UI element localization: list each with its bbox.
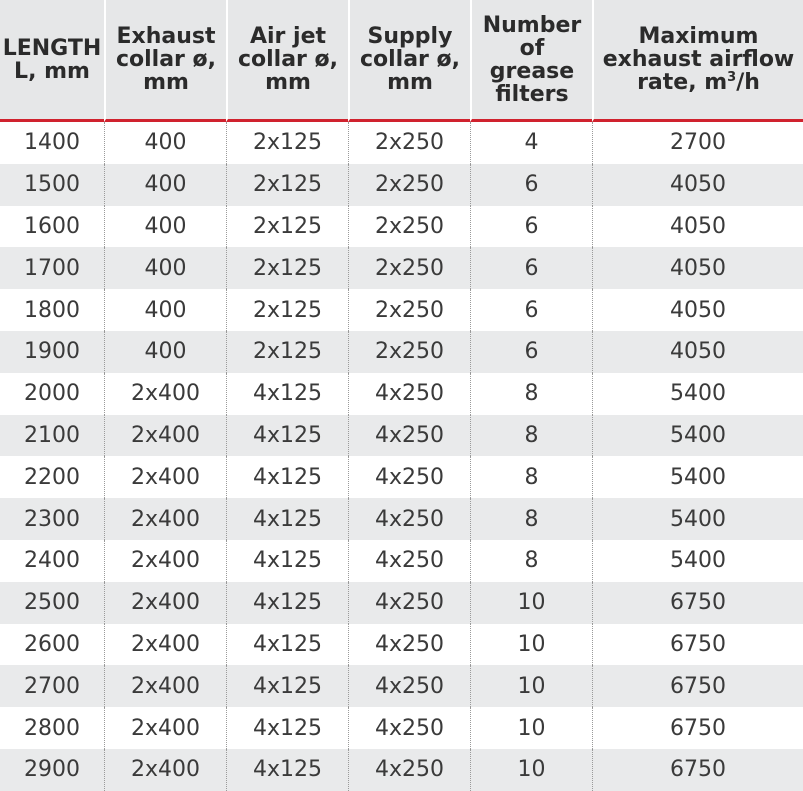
max-airflow-cell: 4050 (592, 289, 803, 331)
exhaust-collar-cell: 400 (104, 331, 226, 373)
exhaust-collar-cell: 2x400 (104, 582, 226, 624)
exhaust-collar-cell: 2x400 (104, 373, 226, 415)
supply-collar-cell: 2x250 (348, 164, 470, 206)
length-cell: 2300 (0, 498, 104, 540)
header-max-airflow-line-3 (596, 71, 801, 94)
max-airflow-cell: 5400 (592, 540, 803, 582)
header-supply-collar-line-2: collar ø, (359, 47, 461, 72)
header-air-jet-collar-line-2: collar ø, (237, 47, 339, 72)
header-max-airflow-superscript: 3 (727, 70, 737, 85)
grease-filters-cell: 10 (470, 749, 592, 791)
max-airflow-cell: 6750 (592, 665, 803, 707)
table-row (0, 206, 803, 248)
header-max-airflow (592, 0, 803, 122)
length-cell: 2500 (0, 582, 104, 624)
max-airflow-cell: 6750 (592, 624, 803, 666)
header-supply-collar (348, 0, 470, 122)
header-max-airflow-unit: rate, m (637, 70, 728, 95)
table-row (0, 456, 803, 498)
air-jet-collar-cell: 4x125 (226, 540, 348, 582)
air-jet-collar-cell: 4x125 (226, 456, 348, 498)
air-jet-collar-cell: 2x125 (226, 331, 348, 373)
exhaust-collar-cell: 2x400 (104, 707, 226, 749)
supply-collar-cell: 4x250 (348, 707, 470, 749)
air-jet-collar-cell: 2x125 (226, 247, 348, 289)
length-cell: 2200 (0, 456, 104, 498)
grease-filters-cell: 6 (470, 247, 592, 289)
header-grease-filters (470, 0, 592, 122)
grease-filters-cell: 6 (470, 331, 592, 373)
length-cell: 1800 (0, 289, 104, 331)
header-length (0, 0, 104, 122)
grease-filters-cell: 10 (470, 582, 592, 624)
grease-filters-cell: 8 (470, 540, 592, 582)
supply-collar-cell: 4x250 (348, 624, 470, 666)
header-grease-filters-line-1: Number (482, 12, 582, 38)
length-cell: 2100 (0, 415, 104, 457)
grease-filters-cell: 6 (470, 206, 592, 248)
grease-filters-cell: 8 (470, 415, 592, 457)
max-airflow-cell: 4050 (592, 247, 803, 289)
length-cell: 1600 (0, 206, 104, 248)
length-cell: 2900 (0, 749, 104, 791)
exhaust-collar-cell: 400 (104, 164, 226, 206)
table-row (0, 415, 803, 457)
header-air-jet-collar (226, 0, 348, 122)
header-exhaust-collar-line-1: Exhaust (116, 24, 216, 49)
table-row (0, 164, 803, 206)
supply-collar-cell: 4x250 (348, 665, 470, 707)
air-jet-collar-cell: 2x125 (226, 164, 348, 206)
exhaust-collar-cell: 2x400 (104, 665, 226, 707)
air-jet-collar-cell: 4x125 (226, 749, 348, 791)
max-airflow-cell: 4050 (592, 164, 803, 206)
supply-collar-cell: 4x250 (348, 373, 470, 415)
supply-collar-cell: 2x250 (348, 247, 470, 289)
length-cell: 1700 (0, 247, 104, 289)
table-row (0, 247, 803, 289)
table-row (0, 624, 803, 666)
max-airflow-cell: 5400 (592, 415, 803, 457)
air-jet-collar-cell: 2x125 (226, 206, 348, 248)
header-max-airflow-suffix: /h (736, 70, 760, 95)
table-row (0, 331, 803, 373)
table-row (0, 540, 803, 582)
air-jet-collar-cell: 4x125 (226, 665, 348, 707)
max-airflow-cell: 5400 (592, 456, 803, 498)
grease-filters-cell: 8 (470, 373, 592, 415)
length-cell: 2000 (0, 373, 104, 415)
header-length-line-1: LENGTH (2, 35, 102, 61)
max-airflow-cell: 6750 (592, 582, 803, 624)
table-row (0, 749, 803, 791)
length-cell: 1400 (0, 122, 104, 164)
grease-filters-cell: 10 (470, 624, 592, 666)
exhaust-collar-cell: 2x400 (104, 498, 226, 540)
length-cell: 1500 (0, 164, 104, 206)
supply-collar-cell: 2x250 (348, 122, 470, 164)
air-jet-collar-cell: 4x125 (226, 624, 348, 666)
air-jet-collar-cell: 4x125 (226, 415, 348, 457)
air-jet-collar-cell: 4x125 (226, 373, 348, 415)
air-jet-collar-cell: 4x125 (226, 707, 348, 749)
header-supply-collar-line-3: mm (387, 70, 433, 95)
table-row (0, 665, 803, 707)
table-row (0, 289, 803, 331)
exhaust-collar-cell: 400 (104, 289, 226, 331)
air-jet-collar-cell: 4x125 (226, 498, 348, 540)
supply-collar-cell: 2x250 (348, 331, 470, 373)
supply-collar-cell: 4x250 (348, 456, 470, 498)
header-max-airflow-line-1: Maximum (638, 24, 759, 49)
air-jet-collar-cell: 2x125 (226, 289, 348, 331)
supply-collar-cell: 2x250 (348, 206, 470, 248)
grease-filters-cell: 8 (470, 456, 592, 498)
length-cell: 1900 (0, 331, 104, 373)
exhaust-collar-cell: 2x400 (104, 749, 226, 791)
grease-filters-cell: 6 (470, 289, 592, 331)
exhaust-collar-cell: 2x400 (104, 540, 226, 582)
max-airflow-cell: 2700 (592, 122, 803, 164)
grease-filters-cell: 10 (470, 707, 592, 749)
max-airflow-cell: 4050 (592, 331, 803, 373)
table-row (0, 122, 803, 164)
exhaust-collar-cell: 2x400 (104, 624, 226, 666)
max-airflow-cell: 6750 (592, 707, 803, 749)
supply-collar-cell: 4x250 (348, 749, 470, 791)
header-air-jet-collar-line-3: mm (265, 70, 311, 95)
exhaust-collar-cell: 400 (104, 206, 226, 248)
table-header-row (0, 0, 803, 122)
supply-collar-cell: 4x250 (348, 540, 470, 582)
header-exhaust-collar-line-3: mm (143, 70, 189, 95)
max-airflow-cell: 5400 (592, 498, 803, 540)
exhaust-collar-cell: 2x400 (104, 456, 226, 498)
grease-filters-cell: 10 (470, 665, 592, 707)
grease-filters-cell: 4 (470, 122, 592, 164)
air-jet-collar-cell: 2x125 (226, 122, 348, 164)
exhaust-collar-cell: 400 (104, 122, 226, 164)
header-length-line-2: L, mm (14, 58, 90, 84)
exhaust-collar-cell: 400 (104, 247, 226, 289)
length-cell: 2400 (0, 540, 104, 582)
supply-collar-cell: 4x250 (348, 582, 470, 624)
table-row (0, 498, 803, 540)
table-row (0, 373, 803, 415)
exhaust-collar-cell: 2x400 (104, 415, 226, 457)
max-airflow-cell: 5400 (592, 373, 803, 415)
header-exhaust-collar-line-2: collar ø, (115, 47, 217, 72)
header-grease-filters-line-4: filters (495, 81, 569, 107)
header-supply-collar-line-1: Supply (367, 24, 453, 49)
max-airflow-cell: 4050 (592, 206, 803, 248)
header-grease-filters-line-3: grease (489, 58, 575, 84)
header-grease-filters-line-2: of (519, 35, 545, 61)
length-cell: 2800 (0, 707, 104, 749)
table-body (0, 122, 803, 791)
supply-collar-cell: 4x250 (348, 498, 470, 540)
header-exhaust-collar (104, 0, 226, 122)
table-row (0, 582, 803, 624)
length-cell: 2600 (0, 624, 104, 666)
grease-filters-cell: 6 (470, 164, 592, 206)
table-row (0, 707, 803, 749)
max-airflow-cell: 6750 (592, 749, 803, 791)
header-max-airflow-line-2: exhaust airflow (602, 47, 795, 72)
grease-filters-cell: 8 (470, 498, 592, 540)
supply-collar-cell: 2x250 (348, 289, 470, 331)
supply-collar-cell: 4x250 (348, 415, 470, 457)
air-jet-collar-cell: 4x125 (226, 582, 348, 624)
header-air-jet-collar-line-1: Air jet (249, 24, 327, 49)
length-cell: 2700 (0, 665, 104, 707)
